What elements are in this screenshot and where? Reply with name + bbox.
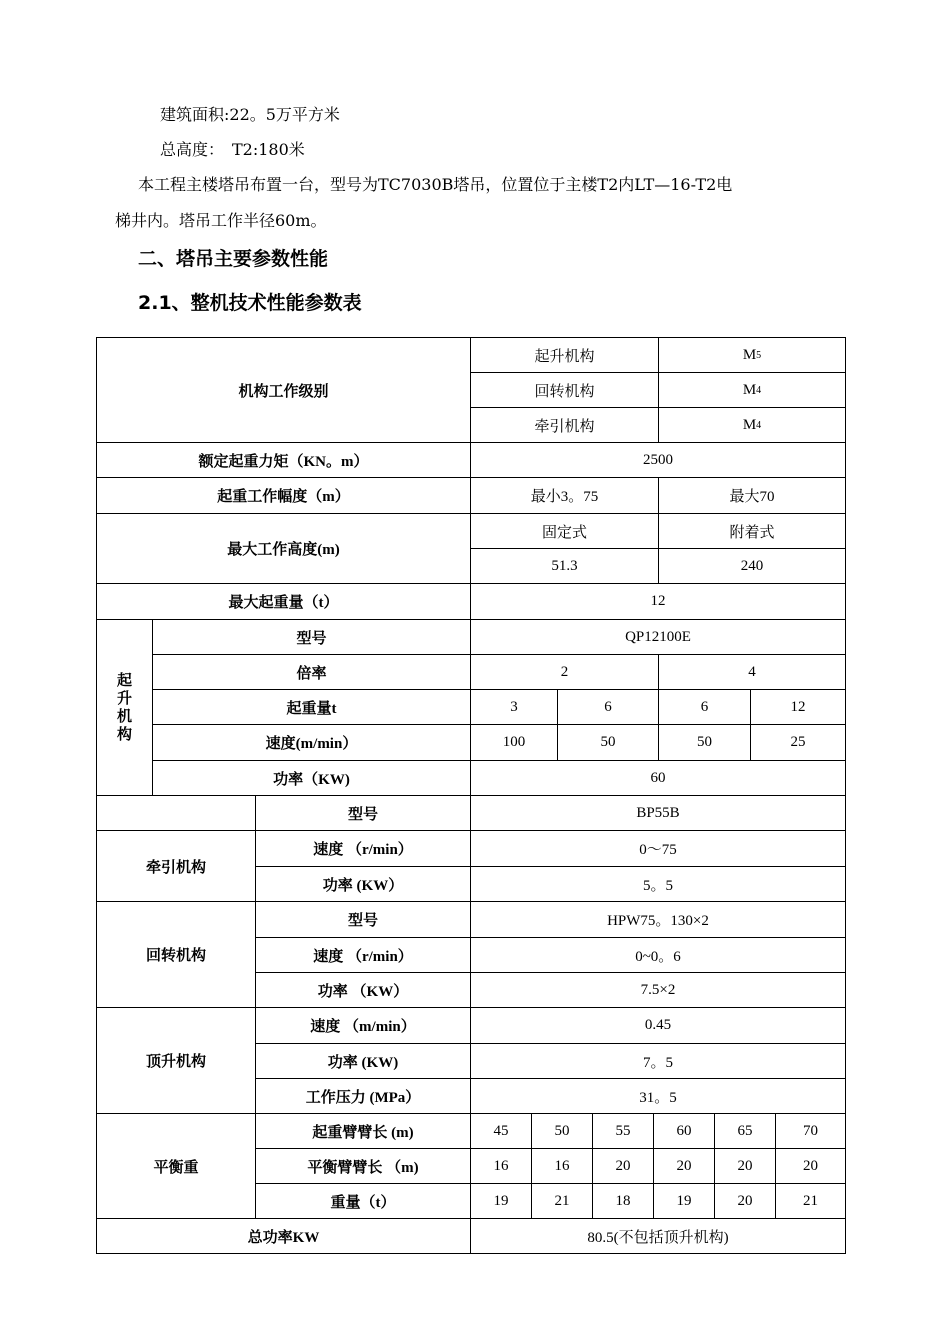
slew-speed-value: 0~0。6	[470, 937, 846, 973]
max-height-label: 最大工作高度(m)	[96, 513, 471, 584]
max-height-fixed: 固定式	[470, 513, 659, 549]
trolley-mech-label: 牵引机构	[96, 830, 256, 902]
rated-moment-value: 2500	[470, 442, 846, 478]
max-load-label: 最大起重量（t）	[96, 583, 471, 620]
slew-power-value: 7.5×2	[470, 972, 846, 1008]
max-height-attached: 附着式	[658, 513, 846, 549]
work-level-hoist-value: M 5	[658, 337, 846, 373]
jib-length-value: 70	[775, 1113, 846, 1149]
jib-length-value: 45	[470, 1113, 532, 1149]
climb-speed-label: 速度 （m/min）	[255, 1007, 471, 1044]
counter-jib-length-value: 20	[592, 1148, 654, 1184]
hoist-power-label: 功率（KW)	[152, 760, 471, 796]
counter-jib-length-value: 16	[531, 1148, 593, 1184]
trolley-model-label: 型号	[255, 795, 471, 831]
hoist-model-label: 型号	[152, 619, 471, 655]
slew-mech-label: 回转机构	[96, 901, 256, 1008]
hoist-speed-value: 25	[750, 724, 846, 761]
weight-value: 19	[653, 1183, 715, 1219]
counter-jib-length-value: 16	[470, 1148, 532, 1184]
slew-power-label: 功率 （KW）	[255, 972, 471, 1008]
jib-length-value: 55	[592, 1113, 654, 1149]
weight-value: 19	[470, 1183, 532, 1219]
intro-area: 建筑面积:22。5万平方米	[160, 105, 340, 124]
trolley-speed-value: 0～75	[470, 830, 846, 867]
jib-length-value: 50	[531, 1113, 593, 1149]
hoist-load-label: 起重量t	[152, 689, 471, 725]
trolley-power-value: 5。5	[470, 866, 846, 902]
hoist-speed-value: 50	[658, 724, 751, 761]
work-range-label: 起重工作幅度（m）	[96, 477, 471, 514]
counter-jib-length-value: 20	[653, 1148, 715, 1184]
trolley-model-value: BP55B	[470, 795, 846, 831]
weight-label: 重量（t）	[255, 1183, 471, 1219]
intro-desc-line1: 本工程主楼塔吊布置一台，型号为TC7030B塔吊，位置位于主楼T2内LT—16-T2电	[138, 175, 733, 194]
trolley-speed-label: 速度 （r/min）	[255, 830, 471, 867]
counter-jib-length-value: 20	[775, 1148, 846, 1184]
weight-value: 20	[714, 1183, 776, 1219]
hoist-mech-label: 起 升 机 构	[96, 619, 153, 796]
weight-value: 21	[531, 1183, 593, 1219]
work-level-hoist: 起升机构	[470, 337, 659, 373]
hoist-model-value: QP12100E	[470, 619, 846, 655]
total-power-value: 80.5(不包括顶升机构)	[470, 1218, 846, 1254]
hoist-speed-value: 50	[557, 724, 659, 761]
weight-value: 18	[592, 1183, 654, 1219]
max-load-value: 12	[470, 583, 846, 620]
climb-power-value: 7。5	[470, 1043, 846, 1079]
slew-model-label: 型号	[255, 901, 471, 938]
slew-model-value: HPW75。130×2	[470, 901, 846, 938]
work-level-slew-value: M 4	[658, 372, 846, 408]
hoist-speed-label: 速度(m/min）	[152, 724, 471, 761]
max-height-fixed-value: 51.3	[470, 548, 659, 584]
counter-jib-length-value: 20	[714, 1148, 776, 1184]
hoist-ratio-value: 4	[658, 654, 846, 690]
work-level-trolley-value: M 4	[658, 407, 846, 443]
hoist-ratio-label: 倍率	[152, 654, 471, 690]
hoist-load-value: 6	[658, 689, 751, 725]
rated-moment-label: 额定起重力矩（KN。m）	[96, 442, 471, 478]
hoist-load-value: 12	[750, 689, 846, 725]
jib-length-value: 65	[714, 1113, 776, 1149]
climb-speed-value: 0.45	[470, 1007, 846, 1044]
climb-power-label: 功率 (KW)	[255, 1043, 471, 1079]
slew-speed-label: 速度 （r/min）	[255, 937, 471, 973]
hoist-ratio-value: 2	[470, 654, 659, 690]
total-power-label: 总功率KW	[96, 1218, 471, 1254]
work-range-min: 最小3。75	[470, 477, 659, 514]
intro-desc-line2: 梯井内。塔吊工作半径60m。	[115, 211, 327, 230]
trolley-blank-cell	[96, 795, 256, 831]
trolley-power-label: 功率 (KW）	[255, 866, 471, 902]
counterweight-label: 平衡重	[96, 1113, 256, 1219]
section-heading-2-1: 2.1、整机技术性能参数表	[138, 292, 362, 314]
hoist-load-value: 6	[557, 689, 659, 725]
jib-length-label: 起重臂臂长 (m)	[255, 1113, 471, 1149]
hoist-speed-value: 100	[470, 724, 558, 761]
intro-height: 总高度： T2:180米	[160, 140, 305, 159]
climb-mech-label: 顶升机构	[96, 1007, 256, 1114]
work-level-trolley: 牵引机构	[470, 407, 659, 443]
section-heading-2: 二、塔吊主要参数性能	[138, 248, 329, 270]
max-height-attached-value: 240	[658, 548, 846, 584]
climb-pressure-label: 工作压力 (MPa）	[255, 1078, 471, 1114]
jib-length-value: 60	[653, 1113, 715, 1149]
hoist-power-value: 60	[470, 760, 846, 796]
work-level-label: 机构工作级别	[96, 337, 471, 443]
work-level-slew: 回转机构	[470, 372, 659, 408]
work-range-max: 最大70	[658, 477, 846, 514]
climb-pressure-value: 31。5	[470, 1078, 846, 1114]
counter-jib-length-label: 平衡臂臂长 （m)	[255, 1148, 471, 1184]
weight-value: 21	[775, 1183, 846, 1219]
hoist-load-value: 3	[470, 689, 558, 725]
